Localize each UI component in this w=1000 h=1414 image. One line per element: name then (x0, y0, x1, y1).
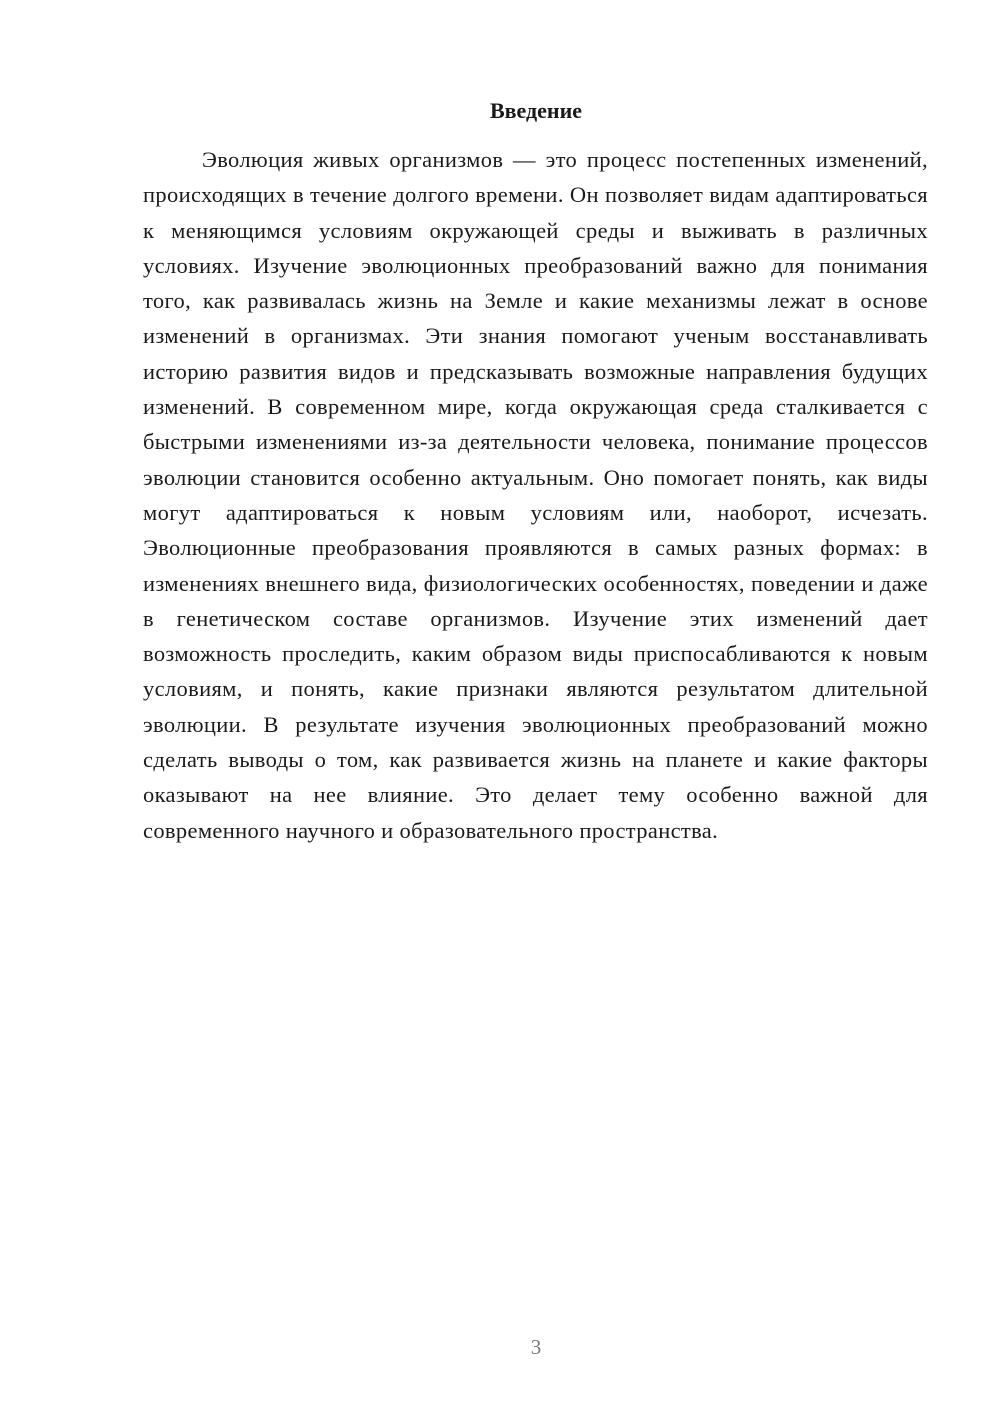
page-number: 3 (530, 1335, 542, 1359)
body-paragraph: Эволюция живых организмов — это процесс постепенных изменений, происходящих в течение долгого времени. Он позволяет видам адаптироваться к меняющимся условиям окружающей среды и выживать в различных условиях. Изучение эволюционных преобразований важно для понимания того, как развивалась жизнь на Земле и какие механизмы лежат в основе изменений в организмах. Эти знания помогают ученым восстанавливать историю развития видов и предсказывать возможные направления будущих изменений. В современном мире, когда окружающая среда сталкивается с быстрыми изменениями из-за деятельности человека, понимание процессов эволюции становится особенно актуальным. Оно помогает понять, как виды могут адаптироваться к новым условиям или, наоборот, исчезать. Эволюционные преобразования проявляются в самых разных формах: в изменениях внешнего вида, физиологических особенностях, поведении и даже в генетическом составе организмов. Изучение этих изменений дает возможность проследить, каким образом виды приспосабливаются к новым условиям, и понять, какие признаки являются результатом длительной эволюции. В результате изучения эволюционных преобразований можно сделать выводы о том, как развивается жизнь на планете и какие факторы оказывают на нее влияние. Это делает тему особенно важной для современного научного и образовательного пространства. (143, 147, 928, 843)
section-heading: Введение (489, 98, 583, 123)
